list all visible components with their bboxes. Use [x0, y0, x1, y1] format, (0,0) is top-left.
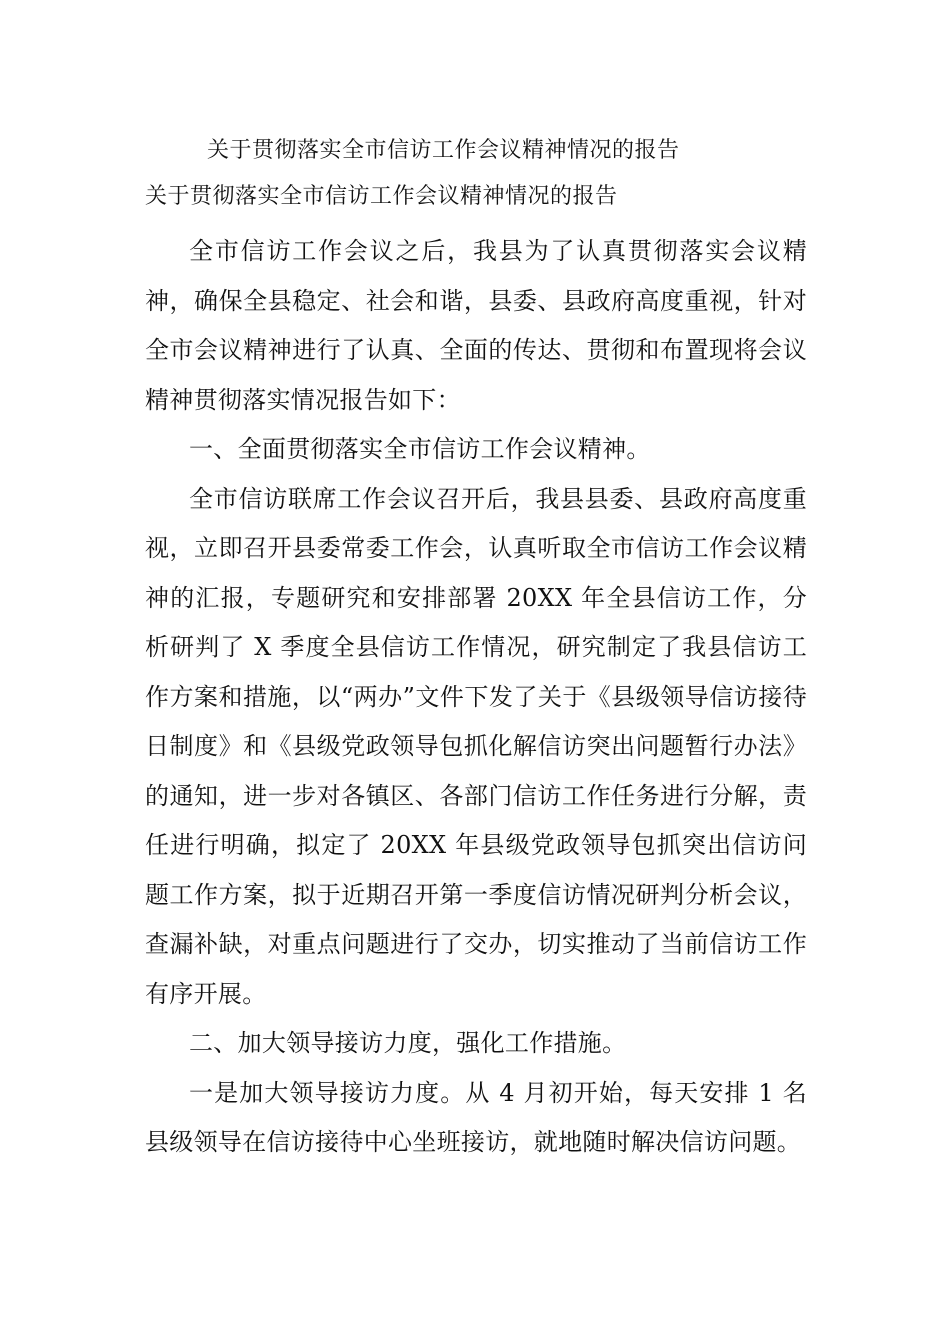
paragraph-section-one: 全市信访联席工作会议召开后，我县县委、县政府高度重视，立即召开县委常委工作会，认真听取全市信访工作会议精神的汇报，专题研究和安排部署 20XX 年全县信访工作，分析研判了 X 季度全县信访工作情况，研究制定了我县信访工作方案和措施，以“两办”文件下发了关于《县级领导信访接待日制度》和《县级党政领导包抓化解信访突出问题暂行办法》的通知，进一步对各镇区、各部门信访工作任务进行分解，责任进行明确，拟定了 20XX 年县级党政领导包抓突出信访问题工作方案，拟于近期召开第一季度信访情况研判分析会议，查漏补缺，对重点问题进行了交办，切实推动了当前信访工作有序开展。: [145, 484, 807, 1008]
heading-section-one: 一、全面贯彻落实全市信访工作会议精神。: [189, 435, 651, 463]
heading-section-two: 二、加大领导接访力度，强化工作措施。: [189, 1029, 627, 1057]
document-subtitle: 关于贯彻落实全市信访工作会议精神情况的报告: [145, 184, 618, 209]
document-title: 关于贯彻落实全市信访工作会议精神情况的报告: [207, 138, 680, 163]
paragraph-intro: 全市信访工作会议之后，我县为了认真贯彻落实会议精神，确保全县稳定、社会和谐，县委、县政府高度重视，针对全市会议精神进行了认真、全面的传达、贯彻和布置现将会议精神贯彻落实情况报告如下：: [145, 237, 807, 414]
paragraph-section-two: 一是加大领导接访力度。从 4 月初开始，每天安排 1 名县级领导在信访接待中心坐班接访，就地随时解决信访问题。: [145, 1078, 807, 1156]
document-body: [145, 133, 807, 1168]
